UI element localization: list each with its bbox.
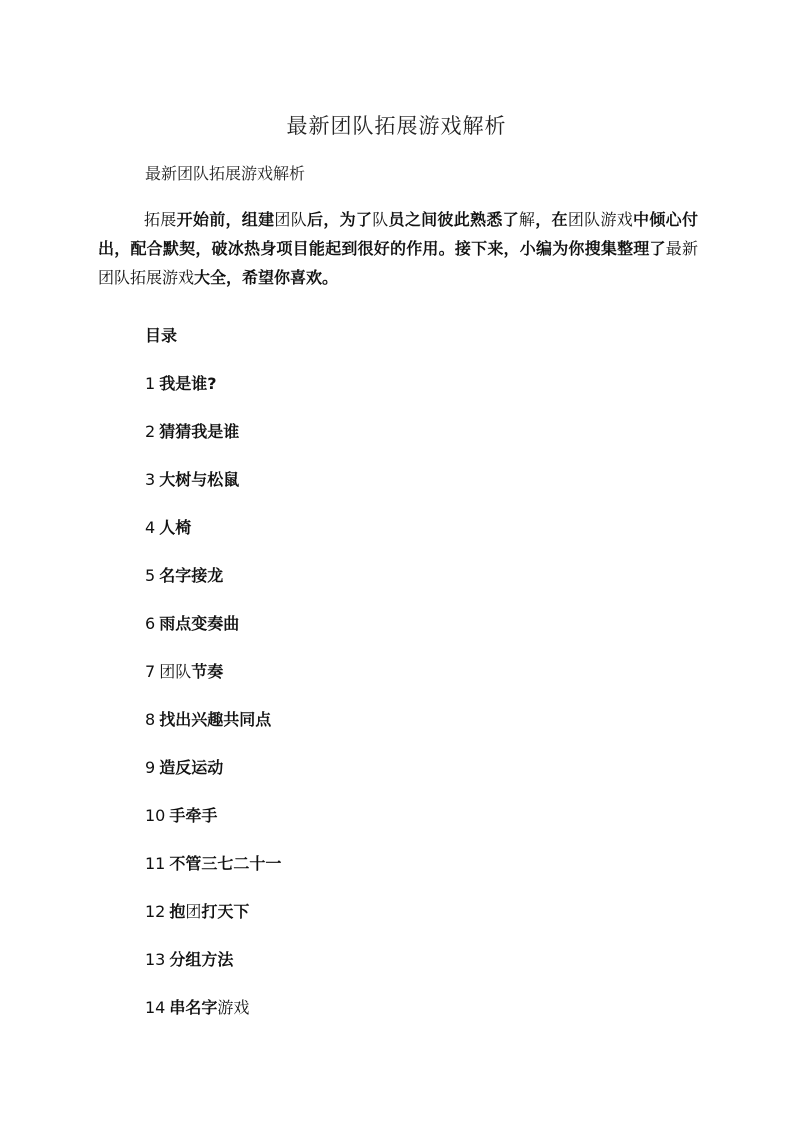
intro-text-1: 拓展	[144, 210, 177, 229]
toc-item[interactable]	[145, 370, 281, 418]
toc-item[interactable]	[145, 946, 281, 994]
intro-paragraph	[98, 205, 698, 292]
toc-item[interactable]	[145, 898, 281, 946]
toc-item-number: 7	[145, 662, 156, 681]
toc-item-label: 名字接龙	[159, 566, 224, 585]
toc-item-label-plain: 团	[185, 902, 202, 921]
toc-item[interactable]	[145, 658, 281, 706]
toc-item-label: 手牵手	[169, 806, 218, 825]
toc-item-label-tail: 打天下	[201, 902, 250, 921]
toc-item-number: 8	[145, 710, 156, 729]
toc-item[interactable]	[145, 562, 281, 610]
intro-text-8: ，在	[535, 210, 568, 229]
toc-item-label: 找出兴趣共同点	[159, 710, 272, 729]
toc-item-number: 12	[145, 902, 166, 921]
toc-item-number: 6	[145, 614, 156, 633]
toc-item-label: 大树与松鼠	[159, 470, 240, 489]
toc-item-number: 14	[145, 998, 166, 1017]
intro-text-9: 团队游戏	[567, 210, 634, 229]
toc-item-label: 节奏	[191, 662, 224, 681]
toc-item-number: 13	[145, 950, 166, 969]
intro-text-7: 解	[518, 210, 536, 229]
toc-item-number: 1	[145, 374, 156, 393]
intro-text-4: 后，为了	[307, 210, 373, 229]
toc-item[interactable]	[145, 466, 281, 514]
toc-item-number: 11	[145, 854, 166, 873]
intro-text-3: 团队	[274, 210, 308, 229]
table-of-contents	[145, 322, 281, 1042]
intro-text-5: 队	[372, 210, 389, 229]
document-subtitle: 最新团队拓展游戏解析	[145, 164, 306, 183]
toc-item-label: 猜猜我是谁	[159, 422, 240, 441]
intro-text-11: 最新团队拓展游戏	[98, 239, 698, 287]
toc-item-label: 雨点变奏曲	[159, 614, 240, 633]
toc-item-number: 9	[145, 758, 156, 777]
toc-item-label-plain: 游戏	[217, 998, 250, 1017]
intro-text-6: 员之间彼此熟悉了	[388, 210, 519, 229]
document-title: 最新团队拓展游戏解析	[286, 114, 507, 139]
toc-item[interactable]	[145, 802, 281, 850]
toc-item-label: 我是谁?	[159, 374, 217, 393]
toc-item[interactable]	[145, 706, 281, 754]
toc-item-label: 造反运动	[159, 758, 224, 777]
intro-text-2: 开始前，组建	[176, 210, 275, 229]
toc-item-label-plain: 团队	[159, 662, 192, 681]
toc-item-label: 串名字	[169, 998, 218, 1017]
toc-item[interactable]	[145, 418, 281, 466]
toc-item-label: 人椅	[159, 518, 192, 537]
toc-item-number: 4	[145, 518, 156, 537]
toc-item-label: 分组方法	[169, 950, 234, 969]
toc-item[interactable]	[145, 994, 281, 1042]
toc-item[interactable]	[145, 610, 281, 658]
toc-item-number: 5	[145, 566, 156, 585]
toc-item[interactable]	[145, 514, 281, 562]
toc-item-label: 抱	[169, 902, 186, 921]
toc-heading: 目录	[145, 326, 178, 345]
intro-text-12: 大全，希望你喜欢。	[194, 268, 339, 287]
toc-item-number: 2	[145, 422, 156, 441]
toc-item-number: 10	[145, 806, 166, 825]
intro-text-10: 中倾心付出，配合默契，破冰热身项目能起到很好的作用。接下来，小编为你搜集整理了	[98, 210, 698, 258]
toc-item-label: 不管三七二十一	[169, 854, 282, 873]
toc-item[interactable]	[145, 850, 281, 898]
toc-item[interactable]	[145, 754, 281, 802]
toc-item-number: 3	[145, 470, 156, 489]
